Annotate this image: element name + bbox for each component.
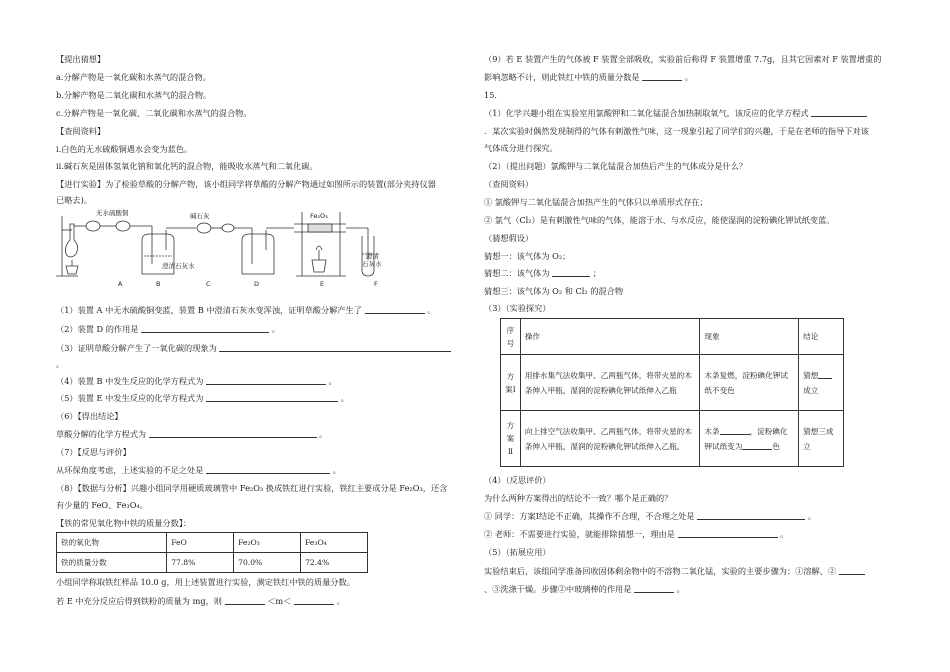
table-cell: 77.8% (167, 553, 234, 573)
answer-blank[interactable] (141, 324, 269, 333)
table-cell: 方案Ⅰ (501, 355, 521, 411)
diagram-letter: C (206, 280, 211, 288)
question-8: 若 E 中充分反应后得到铁粉的质量为 mg，则 ＜m＜ 。 (56, 596, 345, 606)
table-cell: FeO (167, 533, 234, 553)
text-line: （2）（提出问题）氯酸钾与二氧化锰混合加热后产生的气体成分是什么？ (484, 161, 748, 171)
answer-blank[interactable] (811, 108, 867, 117)
answer-blank[interactable] (206, 393, 338, 402)
diagram-label: 澄清石灰水 (162, 262, 195, 270)
table-cell: 猜想 成立 (799, 355, 844, 411)
table-cell: 铁的氧化物 (57, 533, 167, 553)
diagram-letter: F (374, 280, 378, 288)
answer-blank[interactable] (552, 268, 590, 277)
text-line: ① 氯酸钾与二氧化锰混合加热产生的气体只以单质形式存在； (484, 197, 708, 207)
diagram-label: 石灰水 (362, 260, 382, 268)
text-line: 【进行实验】为了检验草酸的分解产物，该小组同学将草酸的分解产物通过如图所示的装置(部分夹持仪器 (56, 179, 436, 189)
diagram-label: 碱石灰 (190, 212, 210, 220)
table-header-row (501, 319, 844, 355)
text-line: ② 氯气（Cl₂）是有刺激性气味的气体，能溶于水、与水反应，能使湿润的淀粉碘化钾试纸变蓝。 (484, 215, 835, 225)
table-cell: 猜想三成立 (799, 411, 844, 467)
table-cell: 72.4% (301, 553, 368, 573)
question-3: （3）证明草酸分解产生了一氧化碳的现象为 (56, 343, 451, 354)
question-6: 草酸分解的化学方程式为 。 (56, 429, 328, 439)
answer-blank[interactable] (294, 596, 334, 605)
answer-blank[interactable] (642, 72, 682, 81)
question-7: 从环保角度考虑，上述实验的不足之处是 。 (56, 465, 341, 475)
answer-blank[interactable] (818, 370, 832, 379)
answer-blank[interactable] (720, 426, 750, 435)
answer-blank[interactable] (365, 305, 425, 314)
table-row (57, 553, 368, 573)
answer-blank[interactable] (225, 596, 265, 605)
table-cell: 70.0% (234, 553, 301, 573)
text-line: 。 (56, 359, 65, 369)
extension-1: 实验结束后，该组同学准备回收固体剩余物中的不溶物二氧化锰，实验的主要步骤为：①溶解、② (484, 566, 865, 577)
diagram-letter: A (118, 280, 123, 288)
text-line: ii.碱石灰是固体氢氧化钠和氧化钙的混合物，能吸收水蒸气和二氧化碳。 (56, 161, 318, 171)
question-5: （5）装置 E 中发生反应的化学方程式为 。 (56, 393, 349, 403)
text-line: 猜想三：该气体为 O₂ 和 Cl₂ 的混合物 (484, 286, 624, 296)
text-line: （猜想假设） (484, 233, 534, 243)
text-line: 猜想一：该气体为 O₂； (484, 251, 571, 261)
question-15-1: （1）化学兴趣小组在实验室用氯酸钾和二氧化锰混合加热制取氧气，该反应的化学方程式 (484, 108, 867, 119)
table-cell: 向上排空气法收集甲、乙两瓶气体，将带火星的木条伸入甲瓶，湿润的淀粉碘化钾试纸伸入乙瓶。 (520, 411, 700, 467)
text-line: （3）（实验探究） (484, 303, 551, 313)
table-row (501, 411, 844, 467)
text-line: （9）若 E 装置产生的气体被 F 装置全部吸收，实验前后称得 F 装置增重 7.7g，且其它因素对 F 装置增重的 (484, 54, 882, 64)
text-line: （4）（反思评价） (484, 475, 551, 485)
diagram-label: 澄清 (366, 252, 379, 260)
table-header-cell: 序号 (501, 319, 521, 355)
text-line: 气体成分进行探究。 (484, 143, 558, 153)
table-cell: 方案Ⅱ (501, 411, 521, 467)
reflection-a: ① 同学：方案Ⅰ结论不正确，其操作不合理，不合理之处是 。 (484, 511, 816, 521)
experiment-table (500, 318, 844, 467)
apparatus-diagram (56, 206, 386, 290)
text-line: 为什么两种方案得出的结论不一致？哪个是正确的？ (484, 493, 673, 503)
diagram-label: 无水硫酸铜 (96, 209, 129, 217)
text-line: i.白色的无水硫酸铜遇水会变为蓝色。 (56, 144, 193, 154)
text-line: ．某次实验时偶然发现制得的气体有刺激性气味，这一现象引起了同学们的兴趣，于是在老师的指导下对该 (484, 126, 869, 136)
text-line: c.分解产物是一氧化碳、二氧化碳和水蒸气的混合物。 (56, 108, 252, 118)
table-header-cell: 结论 (799, 319, 844, 355)
table-cell: 木条 ，淀粉碘化钾试纸变为 色 (700, 411, 799, 467)
extension-2: 、③洗涤干燥。步骤②中玻璃棒的作用是 。 (484, 584, 685, 594)
answer-blank[interactable] (742, 441, 772, 450)
question-1: （1）装置 A 中无水硫酸铜变蓝，装置 B 中澄清石灰水变浑浊，证明草酸分解产生了 。 (56, 305, 436, 315)
text-line: a.分解产物是一氧化碳和水蒸气的混合物。 (56, 72, 211, 82)
text-line: （5）（拓展应用） (484, 547, 551, 557)
text-line: 【提出猜想】 (56, 54, 106, 64)
answer-blank[interactable] (697, 511, 805, 520)
text-line: （6）【得出结论】 (56, 411, 123, 421)
answer-blank[interactable] (839, 566, 865, 575)
iron-oxide-table (56, 532, 368, 573)
table-row (501, 355, 844, 411)
table-cell: Fe₃O₄ (301, 533, 368, 553)
text-line: （查阅资料） (484, 179, 534, 189)
table-cell: 木条复燃，淀粉碘化钾试纸不变色 (700, 355, 799, 411)
diagram-letter: D (254, 280, 260, 288)
text-line: 小组同学称取铁红样品 10.0 g，用上述装置进行实验，测定铁红中铁的质量分数。 (56, 577, 355, 587)
text-line: 有少量的 FeO、Fe₃O₄。 (56, 500, 148, 510)
table-header-cell: 现象 (700, 319, 799, 355)
text-line: （8）【数据与分析】兴趣小组同学用硬质玻璃管中 Fe₂O₃ 换成铁红进行实验，铁红主要成分是 Fe₂O₃，还含 (56, 483, 448, 493)
answer-blank[interactable] (149, 429, 317, 438)
text-line: 【查阅资料】 (56, 126, 106, 136)
table-cell: 铁的质量分数 (57, 553, 167, 573)
diagram-label: Fe₂O₃ (310, 212, 328, 220)
table-header-cell: 操作 (520, 319, 700, 355)
answer-blank[interactable] (634, 584, 674, 593)
reflection-b: ② 老师：不需要进行实验，就能排除猜想一，理由是 。 (484, 529, 789, 539)
question-9: 影响忽略不计，则此铁红中铁的质量分数是 。 (484, 72, 693, 82)
question-number: 15. (484, 90, 498, 100)
diagram-letter: E (320, 280, 325, 288)
text-line: 已略去)。 (56, 195, 92, 205)
text-line: b.分解产物是二氧化碳和水蒸气的混合物。 (56, 90, 212, 100)
table-cell: Fe₂O₃ (234, 533, 301, 553)
text-line: （7）【反思与评价】 (56, 447, 131, 457)
hypothesis-2: 猜想二：该气体为 ； (484, 268, 601, 278)
text-line: 【铁的常见氧化物中铁的质量分数】： (56, 518, 192, 528)
answer-blank[interactable] (206, 465, 330, 474)
diagram-letter: B (156, 280, 161, 288)
answer-blank[interactable] (206, 376, 326, 385)
answer-blank[interactable] (678, 529, 778, 538)
table-row (57, 533, 368, 553)
table-cell: 用排水集气法收集甲、乙两瓶气体，将带火星的木条伸入甲瓶，湿润的淀粉碘化钾试纸伸入乙瓶 (520, 355, 700, 411)
question-2: （2）装置 D 的作用是 。 (56, 324, 280, 334)
question-4: （4）装置 B 中发生反应的化学方程式为 。 (56, 376, 337, 386)
answer-blank[interactable] (219, 343, 451, 352)
